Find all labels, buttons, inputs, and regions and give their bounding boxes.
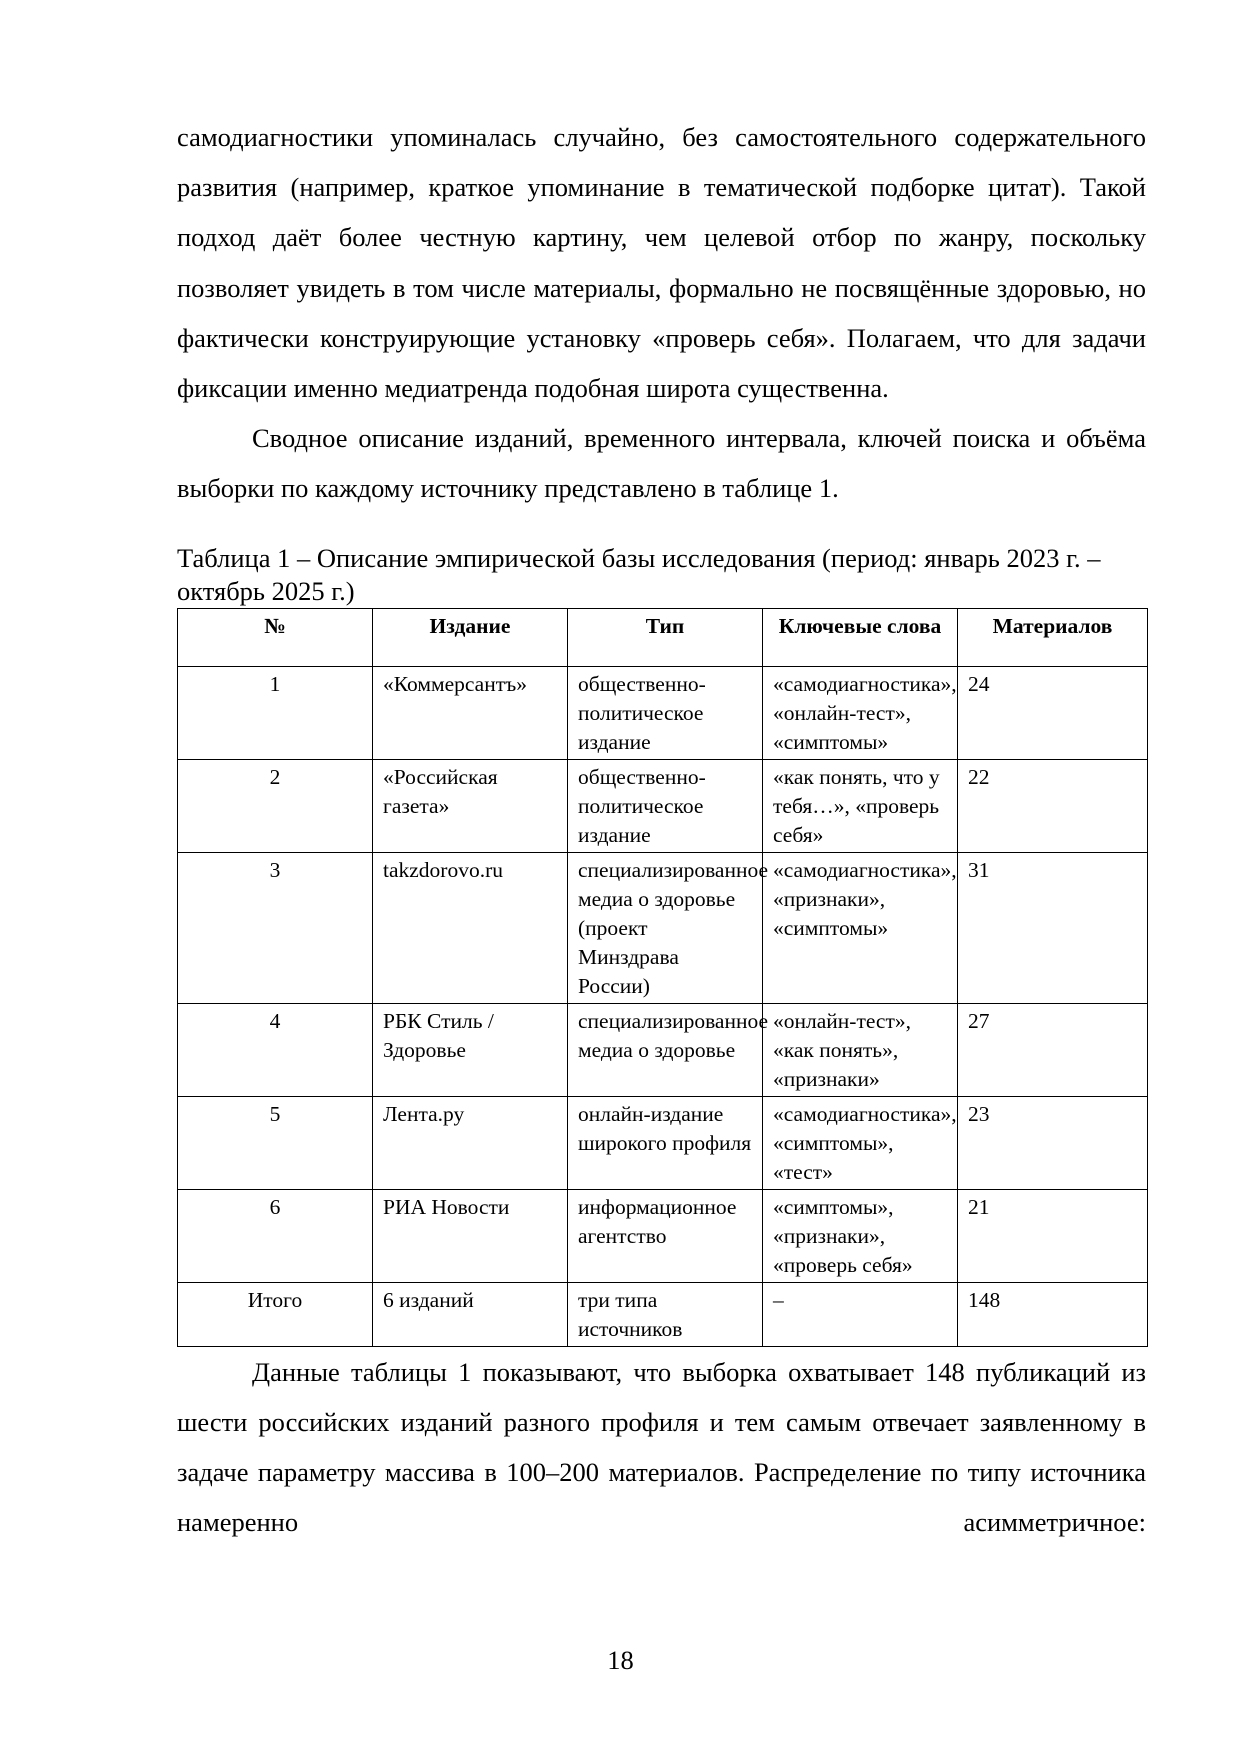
cell-keywords: «самодиагностика», «признаки», «симптомы»	[763, 852, 958, 1003]
cell-total-keywords: –	[763, 1282, 958, 1346]
header-edition: Издание	[373, 608, 568, 666]
cell-type: общественно-политическое издание	[568, 666, 763, 759]
cell-type: онлайн-издание широкого профиля	[568, 1096, 763, 1189]
table-row	[178, 666, 1148, 759]
cell-keywords: «самодиагностика», «онлайн-тест», «симптомы»	[763, 666, 958, 759]
body-paragraph-1: самодиагностики упоминалась случайно, без самостоятельного содержательного развития (например, краткое упоминание в тематической подборке цитат). Такой подход даёт более честную картину, чем целевой отбор по жанру, поскольку позволяет увидеть в том числе материалы, формально не посвящённые здоровью, но фактически конструирующие установку «проверь себя». Полагаем, что для задачи фиксации именно медиатренда подобная широта существенна.	[177, 122, 1146, 404]
cell-keywords: «самодиагностика», «симптомы», «тест»	[763, 1096, 958, 1189]
data-table	[177, 608, 1148, 1347]
cell-number: 4	[178, 1003, 373, 1096]
cell-materials: 23	[958, 1096, 1148, 1189]
cell-number: 5	[178, 1096, 373, 1189]
cell-materials: 31	[958, 852, 1148, 1003]
cell-number: 3	[178, 852, 373, 1003]
page-number: 18	[607, 1645, 634, 1675]
cell-total-label: Итого	[178, 1282, 373, 1346]
header-number: №	[178, 608, 373, 666]
page-content	[177, 112, 1146, 1547]
header-keywords: Ключевые слова	[763, 608, 958, 666]
table-row	[178, 759, 1148, 852]
header-materials: Материалов	[958, 608, 1148, 666]
table-row	[178, 1096, 1148, 1189]
header-type: Тип	[568, 608, 763, 666]
table-row	[178, 1003, 1148, 1096]
cell-edition: РБК Стиль / Здоровье	[373, 1003, 568, 1096]
table-caption: Таблица 1 – Описание эмпирической базы исследования (период: январь 2023 г. – октябрь 2025 г.)	[177, 542, 1101, 606]
table-row	[178, 852, 1148, 1003]
body-paragraph-3: Данные таблицы 1 показывают, что выборка охватывает 148 публикаций из шести российских изданий разного профиля и тем самым отвечает заявленному в задаче параметру массива в 100–200 материалов. Распределение по типу источника намеренно асимметричное:	[177, 1356, 1146, 1538]
body-paragraph-2: Сводное описание изданий, временного интервала, ключей поиска и объёма выборки по каждому источнику представлено в таблице 1.	[177, 423, 1146, 504]
cell-type: специализированное медиа о здоровье (проект Минздрава России)	[568, 852, 763, 1003]
cell-edition: Лента.ру	[373, 1096, 568, 1189]
cell-type: специализированное медиа о здоровье	[568, 1003, 763, 1096]
cell-materials: 24	[958, 666, 1148, 759]
table-total-row	[178, 1282, 1148, 1346]
cell-keywords: «как понять, что у тебя…», «проверь себя»	[763, 759, 958, 852]
cell-type: общественно-политическое издание	[568, 759, 763, 852]
cell-keywords: «онлайн-тест», «как понять», «признаки»	[763, 1003, 958, 1096]
cell-total-materials: 148	[958, 1282, 1148, 1346]
cell-total-editions: 6 изданий	[373, 1282, 568, 1346]
cell-total-types: три типа источников	[568, 1282, 763, 1346]
cell-edition: «Коммерсантъ»	[373, 666, 568, 759]
cell-edition: РИА Новости	[373, 1189, 568, 1282]
cell-materials: 27	[958, 1003, 1148, 1096]
cell-number: 2	[178, 759, 373, 852]
cell-edition: «Российская газета»	[373, 759, 568, 852]
table-header-row	[178, 608, 1148, 666]
cell-number: 1	[178, 666, 373, 759]
cell-type: информационное агентство	[568, 1189, 763, 1282]
table-row	[178, 1189, 1148, 1282]
cell-materials: 21	[958, 1189, 1148, 1282]
cell-keywords: «симптомы», «признаки», «проверь себя»	[763, 1189, 958, 1282]
cell-edition: takzdorovo.ru	[373, 852, 568, 1003]
cell-number: 6	[178, 1189, 373, 1282]
cell-materials: 22	[958, 759, 1148, 852]
